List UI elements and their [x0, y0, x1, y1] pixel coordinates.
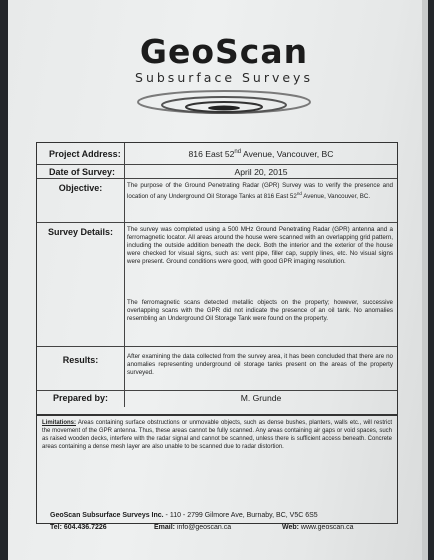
- footer-tel: Tel: 604.436.7226: [50, 524, 107, 531]
- limitations-body: Areas containing surface obstructions or unmovable objects, such as dense bushes, planters, walls etc., will restrict the movement of the GPR antenna. Thus, these areas cannot be fully scanned. Any areas containing air gaps or void spaces, such as raised wooden decks, interfere with the radar signal and cannot be scanned, unless there is sufficient access beneath. Concrete areas containing a dense mesh layer are also unable to be scanned due to radar distortion.: [42, 420, 392, 450]
- survey-form: [36, 142, 398, 524]
- row-date: [37, 165, 397, 179]
- address-part-end: Avenue, Vancouver, BC: [241, 149, 334, 159]
- project-address-label: Project Address:: [37, 143, 125, 164]
- logo-title: GeoScan: [139, 32, 309, 71]
- results-label: Results:: [37, 347, 125, 390]
- date-value: April 20, 2015: [234, 167, 288, 177]
- objective-label: Objective:: [37, 179, 125, 222]
- objective-text-a: The purpose of the Ground Penetrating Radar (GPR) Survey was to verify the presence and location of any Underground Oil Storage Tanks at 816 East 52: [127, 182, 393, 201]
- page-edge: [422, 0, 428, 560]
- footer-email: info@geoscan.ca: [175, 524, 232, 531]
- document-page: [8, 0, 428, 560]
- footer-web-group: [282, 524, 353, 531]
- objective-text: [127, 182, 393, 201]
- footer-web: www.geoscan.ca: [298, 524, 354, 531]
- row-prepared-by: [37, 391, 397, 407]
- footer-address: - 110 - 2799 Gilmore Ave, Burnaby, BC, V5C 6S5: [163, 512, 318, 519]
- radar-waves-icon: [134, 88, 314, 128]
- company-logo: [104, 32, 344, 130]
- footer-contact-line: [50, 524, 390, 531]
- limitations-text: [38, 416, 396, 451]
- limitations-box: [38, 416, 396, 451]
- date-label: Date of Survey:: [37, 165, 125, 178]
- objective-sup: nd: [296, 191, 302, 197]
- row-survey-details: [37, 223, 397, 347]
- footer-web-label: Web:: [282, 524, 299, 531]
- footer-email-group: [154, 524, 231, 531]
- limitations-label: Limitations:: [42, 420, 76, 426]
- row-project-address: [37, 143, 397, 165]
- logo-tagline: Subsurface Surveys: [135, 70, 313, 85]
- footer-company: GeoScan Subsurface Surveys Inc.: [50, 512, 164, 519]
- prepared-by-value: M. Grunde: [240, 393, 282, 403]
- survey-details-p1: The survey was completed using a 500 MHz Ground Penetrating Radar (GPR) antenna and a ferromagnetic locator. All areas around the house were scanned with an overlapping grid pattern, including the outside addition beneath the deck. Both the interior and the exterior of the house were checked for visual signs, such as: vent pipe, filler cap, supply lines, etc. No visual signs were present. Ground conditions were good, with good GPR imaging resolution.: [127, 226, 393, 266]
- results-text: After examining the data collected from the survey area, it has been concluded that there are no anomalies representing underground oil storage tanks present on the areas of the property surveyed.: [127, 353, 393, 377]
- prepared-by-label: Prepared by:: [37, 391, 125, 407]
- address-sup: nd: [234, 149, 242, 156]
- survey-details-label: Survey Details:: [37, 223, 125, 346]
- row-objective: [37, 179, 397, 223]
- address-part: 816 East 52: [188, 149, 235, 159]
- objective-text-b: Avenue, Vancouver, BC.: [301, 193, 371, 201]
- project-address-value: [125, 143, 397, 164]
- row-results: [37, 347, 397, 391]
- survey-details-p2: The ferromagnetic scans detected metallic objects on the property; however, successive overlapping scans with the GPR did not indicate the presence of an oil tank. No anomalies resembling an Underground Oil Storage Tank were found on the property.: [127, 299, 393, 323]
- footer-company-line: [50, 512, 318, 519]
- footer-email-label: Email:: [154, 524, 176, 531]
